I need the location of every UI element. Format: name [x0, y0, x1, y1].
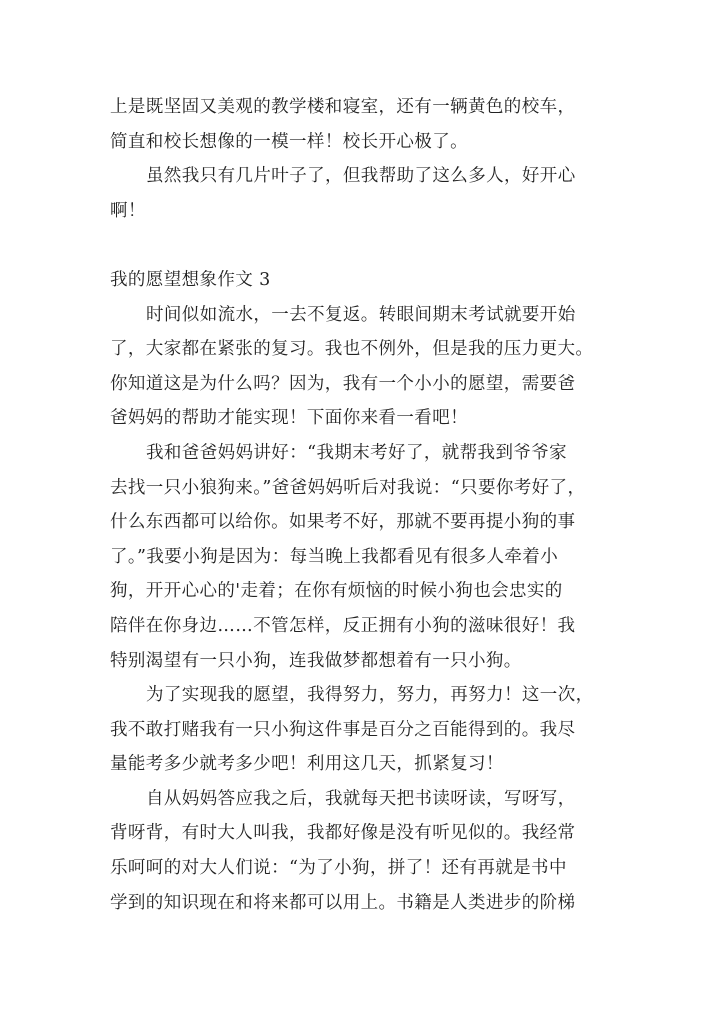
text-line: 量能考多少就考多少吧！利用这几天，抓紧复习！ — [110, 754, 504, 775]
text-line: 自从妈妈答应我之后，我就每天把书读呀读，写呀写， — [146, 788, 576, 809]
text-line: 了。”我要小狗是因为：每当晚上我都看见有很多人牵着小 — [110, 546, 559, 567]
text-line: 虽然我只有几片叶子了，但我帮助了这么多人，好开心 — [146, 166, 576, 187]
paragraph-2 — [110, 436, 630, 678]
text-line: 狗，开开心心的'走着；在你有烦恼的时候小狗也会忠实的 — [110, 581, 563, 602]
text-line: 简直和校长想像的一模一样！校长开心极了。 — [110, 131, 468, 152]
paragraph-prev-1 — [110, 90, 630, 159]
text-line: 了，大家都在紧张的复习。我也不例外，但是我的压力更大。 — [110, 339, 594, 360]
text-line: 去找一只小狼狗来。”爸爸妈妈听后对我说：“只要你考好了， — [110, 477, 586, 498]
text-line: 我不敢打赌我有一只小狗这件事是百分之百能得到的。我尽 — [110, 719, 576, 740]
paragraph-prev-2 — [110, 159, 630, 228]
text-line: 我和爸爸妈妈讲好：“我期末考好了，就帮我到爷爷家 — [146, 442, 568, 463]
section-title: 我的愿望想象作文 3 — [110, 269, 271, 290]
text-line: 你知道这是为什么吗？因为，我有一个小小的愿望，需要爸 — [110, 373, 576, 394]
text-line: 为了实现我的愿望，我得努力，努力，再努力！这一次， — [146, 685, 594, 706]
text-line: 陪伴在你身边……不管怎样，反正拥有小狗的滋味很好！我 — [110, 615, 576, 636]
text-line: 特别渴望有一只小狗，连我做梦都想着有一只小狗。 — [110, 650, 522, 671]
text-line: 上是既坚固又美观的教学楼和寝室，还有一辆黄色的校车， — [110, 97, 576, 117]
text-line: 啊！ — [110, 200, 146, 221]
spacer — [110, 228, 630, 263]
paragraph-4 — [110, 782, 630, 920]
text-line: 乐呵呵的对大人们说：“为了小狗，拼了！还有再就是书中 — [110, 858, 567, 879]
paragraph-3 — [110, 678, 630, 782]
paragraph-1 — [110, 298, 630, 436]
document-body — [110, 90, 630, 920]
text-line: 爸妈妈的帮助才能实现！下面你来看一看吧！ — [110, 408, 468, 429]
text-line: 学到的知识现在和将来都可以用上。书籍是人类进步的阶梯 — [110, 892, 576, 913]
text-line: 背呀背，有时大人叫我，我都好像是没有听见似的。我经常 — [110, 823, 576, 844]
text-line: 时间似如流水，一去不复返。转眼间期末考试就要开始 — [146, 304, 576, 325]
text-line: 什么东西都可以给你。如果考不好，那就不要再提小狗的事 — [110, 512, 576, 533]
